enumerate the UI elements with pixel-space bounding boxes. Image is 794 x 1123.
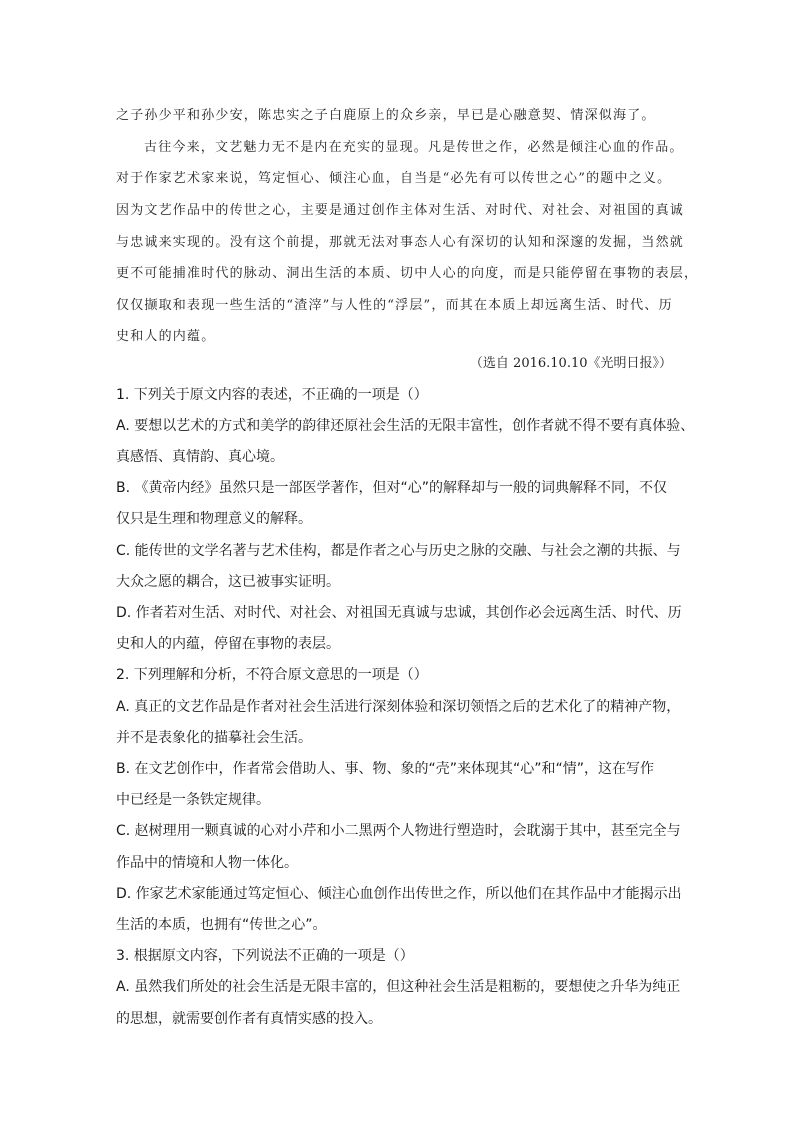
passage-line: 之子孙少平和孙少安，陈忠实之子白鹿原上的众乡亲，早已是心融意契、情深似海了。 [116, 108, 656, 123]
question-line: 中已经是一条铁定规律。 [116, 792, 270, 808]
question-line: A. 虽然我们所处的社会生活是无限丰富的，但这种社会生活是粗粝的，要想使之升华为纯正 [116, 979, 681, 995]
question-line: C. 赵树理用一颗真诚的心对小芹和小二黑两个人物进行塑造时，会耽溺于其中，甚至完全与 [116, 823, 681, 839]
question-line: 并不是表象化的描摹社会生活。 [116, 730, 312, 746]
passage-line: 因为文艺作品中的传世之心，主要是通过创作主体对生活、对时代、对社会、对祖国的真诚 [116, 203, 685, 218]
source-citation: （选自 2016.10.10《光明日报》） [469, 356, 672, 371]
question-line: 作品中的情境和人物一体化。 [116, 855, 298, 871]
question-line: 真感悟、真情韵、真心境。 [116, 449, 284, 465]
question-line: D. 作家艺术家能通过笃定恒心、倾注心血创作出传世之作，所以他们在其作品中才能揭示出 [116, 886, 682, 902]
question-line: A. 要想以艺术的方式和美学的韵律还原社会生活的无限丰富性，创作者就不得不要有真体验、 [116, 418, 695, 434]
passage-line: 仅仅撷取和表现一些生活的“渣滓”与人性的“浮层”，而其在本质上却远离生活、时代、历 [116, 298, 673, 313]
question-line: 的思想，就需要创作者有真情实感的投入。 [116, 1011, 382, 1027]
question-line: 史和人的内蕴，停留在事物的表层。 [116, 636, 340, 652]
question-line: A. 真正的文艺作品是作者对社会生活进行深刻体验和深切领悟之后的艺术化了的精神产物， [116, 699, 681, 715]
question-line: 生活的本质，也拥有“传世之心”。 [116, 917, 327, 933]
question-line: 仅只是生理和物理意义的解释。 [116, 511, 312, 527]
question-line: D. 作者若对生活、对时代、对社会、对祖国无真诚与忠诚，其创作必会远离生活、时代、历 [116, 605, 682, 621]
passage-line: 古往今来，文艺魅力无不是内在充实的显现。凡是传世之作，必然是倾注心血的作品。 [144, 140, 684, 155]
passage-line: 与忠诚来实现的。没有这个前提，那就无法对事态人心有深切的认知和深邃的发掘，当然就 [116, 235, 685, 250]
question-line: C. 能传世的文学名著与艺术佳构，都是作者之心与历史之脉的交融、与社会之潮的共振、与 [116, 543, 681, 559]
question-line: 3. 根据原文内容，下列说法不正确的一项是（） [116, 948, 414, 964]
passage-line: 史和人的内蕴。 [116, 329, 216, 344]
question-line: B. 在文艺创作中，作者常会借助人、事、物、象的“壳”来体现其“心”和“情”，这在写作 [116, 761, 655, 777]
question-line: 大众之愿的耦合，这已被事实证明。 [116, 574, 340, 590]
passage-line: 更不可能捕准时代的脉动、洞出生活的本质、切中人心的向度，而是只能停留在事物的表层， [116, 266, 699, 281]
passage-line: 对于作家艺术家来说，笃定恒心、倾注心血，自当是“必先有可以传世之心”的题中之义。 [116, 171, 672, 186]
question-line: 2. 下列理解和分析，不符合原文意思的一项是（） [116, 667, 428, 683]
question-line: B. 《黄帝内经》虽然只是一部医学著作，但对“心”的解释却与一般的词典解释不同，不仅 [116, 480, 668, 496]
question-line: 1. 下列关于原文内容的表述，不正确的一项是（） [116, 387, 428, 403]
